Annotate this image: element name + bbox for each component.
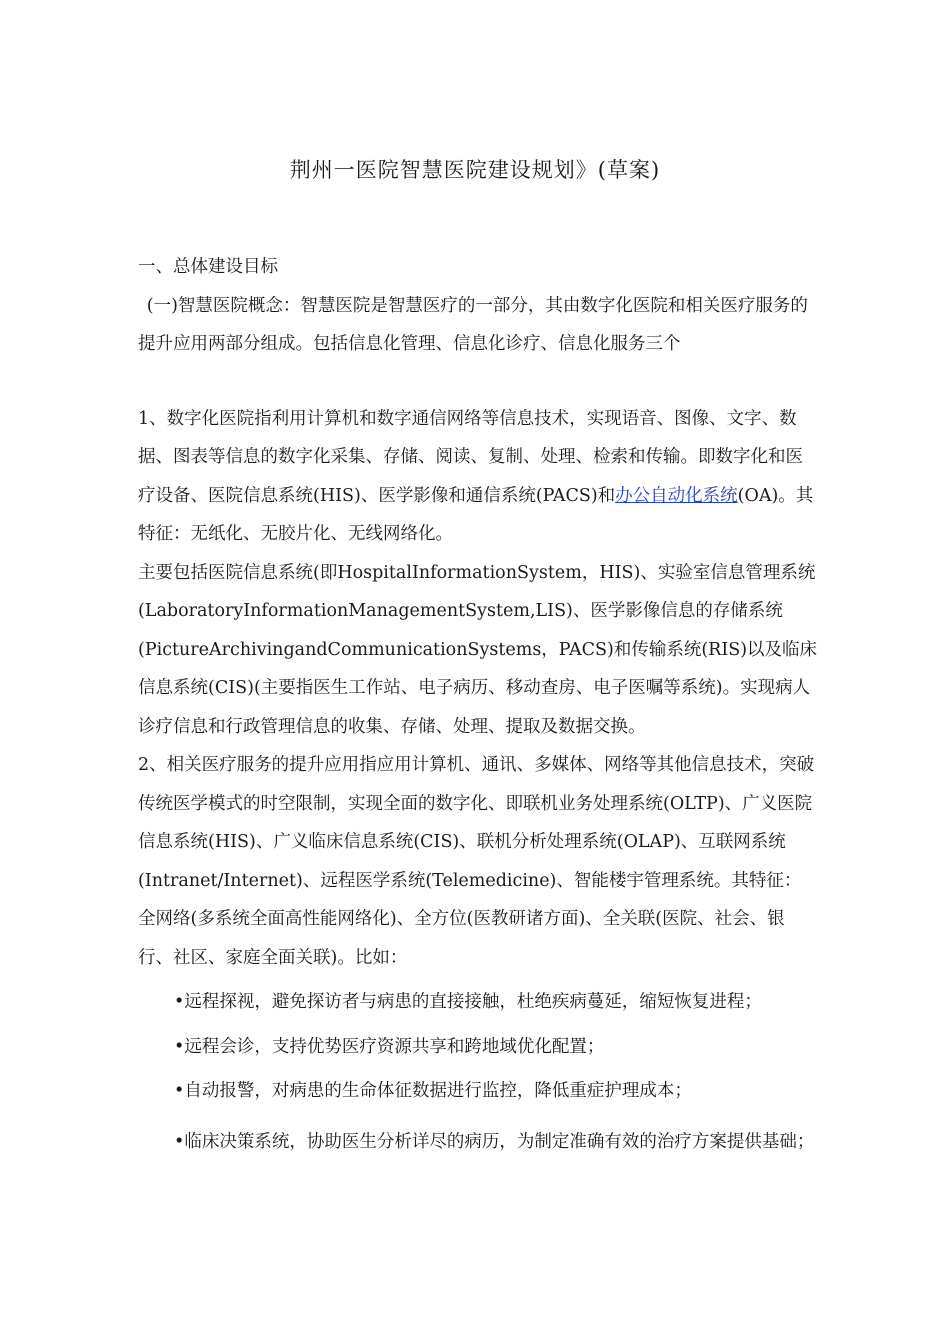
bullet-item: •远程会诊，支持优势医疗资源共享和跨地域优化配置；: [174, 1036, 605, 1057]
paragraph-gap: [138, 364, 818, 400]
bullet-item: •临床决策系统，协助医生分析详尽的病历，为制定准确有效的治疗方案提供基础；: [174, 1131, 815, 1152]
item1-detail-paragraph: 主要包括医院信息系统(即HospitalInformationSystem，HIS)、实验室信息管理系统(LaboratoryInformationManagementSystem,LIS)、医学影像信息的存储系统(PictureArchivingandCommunicationSystems，PACS)和传输系统(RIS)以及临床信息系统(CIS)(主要指医生工作站、电子病历、移动查房、电子医嘱等系统)。实现病人诊疗信息和行政管理信息的收集、存储、处理、提取及数据交换。: [138, 562, 818, 737]
item2-paragraph: 2、相关医疗服务的提升应用指应用计算机、通讯、多媒体、网络等其他信息技术，突破传统医学模式的时空限制，实现全面的数字化、即联机业务处理系统(OLTP)、广义医院信息系统(HIS)、广义临床信息系统(CIS)、联机分析处理系统(OLAP)、互联网系统(Intranet/Internet)、远程医学系统(Telemedicine)、智能楼宇管理系统。其特征：全网络(多系统全面高性能网络化)、全方位(医教研诸方面)、全关联(医院、社会、银行、社区、家庭全面关联)。比如：: [138, 755, 815, 968]
item1-text-b: (OA)。其特征：无纸化、无胶片化、无线网络化。: [138, 485, 814, 544]
document-body: [138, 248, 818, 1161]
intro-paragraph: (一)智慧医院概念：智慧医院是智慧医疗的一部分，其由数字化医院和相关医疗服务的提升应用两部分组成。包括信息化管理、信息化诊疗、信息化服务三个: [138, 295, 808, 354]
item1-text-a: 1、数字化医院指利用计算机和数字通信网络等信息技术，实现语音、图像、文字、数据、图表等信息的数字化采集、存储、阅读、复制、处理、检索和传输。即数字化和医疗设备、医院信息系统(HIS)、医学影像和通信系统(PACS)和: [138, 408, 803, 506]
document-title: 荆州一医院智慧医院建设规划》(草案): [289, 158, 661, 182]
bullet-item: •远程探视，避免探访者与病患的直接接触，杜绝疾病蔓延，缩短恢复进程；: [174, 992, 762, 1012]
item1-paragraph: [138, 400, 818, 554]
section-heading: 一、总体建设目标: [138, 257, 278, 277]
office-automation-link[interactable]: 办公自动化系统: [615, 485, 738, 506]
bullet-item: •自动报警，对病患的生命体征数据进行监控，降低重症护理成本；: [174, 1081, 692, 1101]
